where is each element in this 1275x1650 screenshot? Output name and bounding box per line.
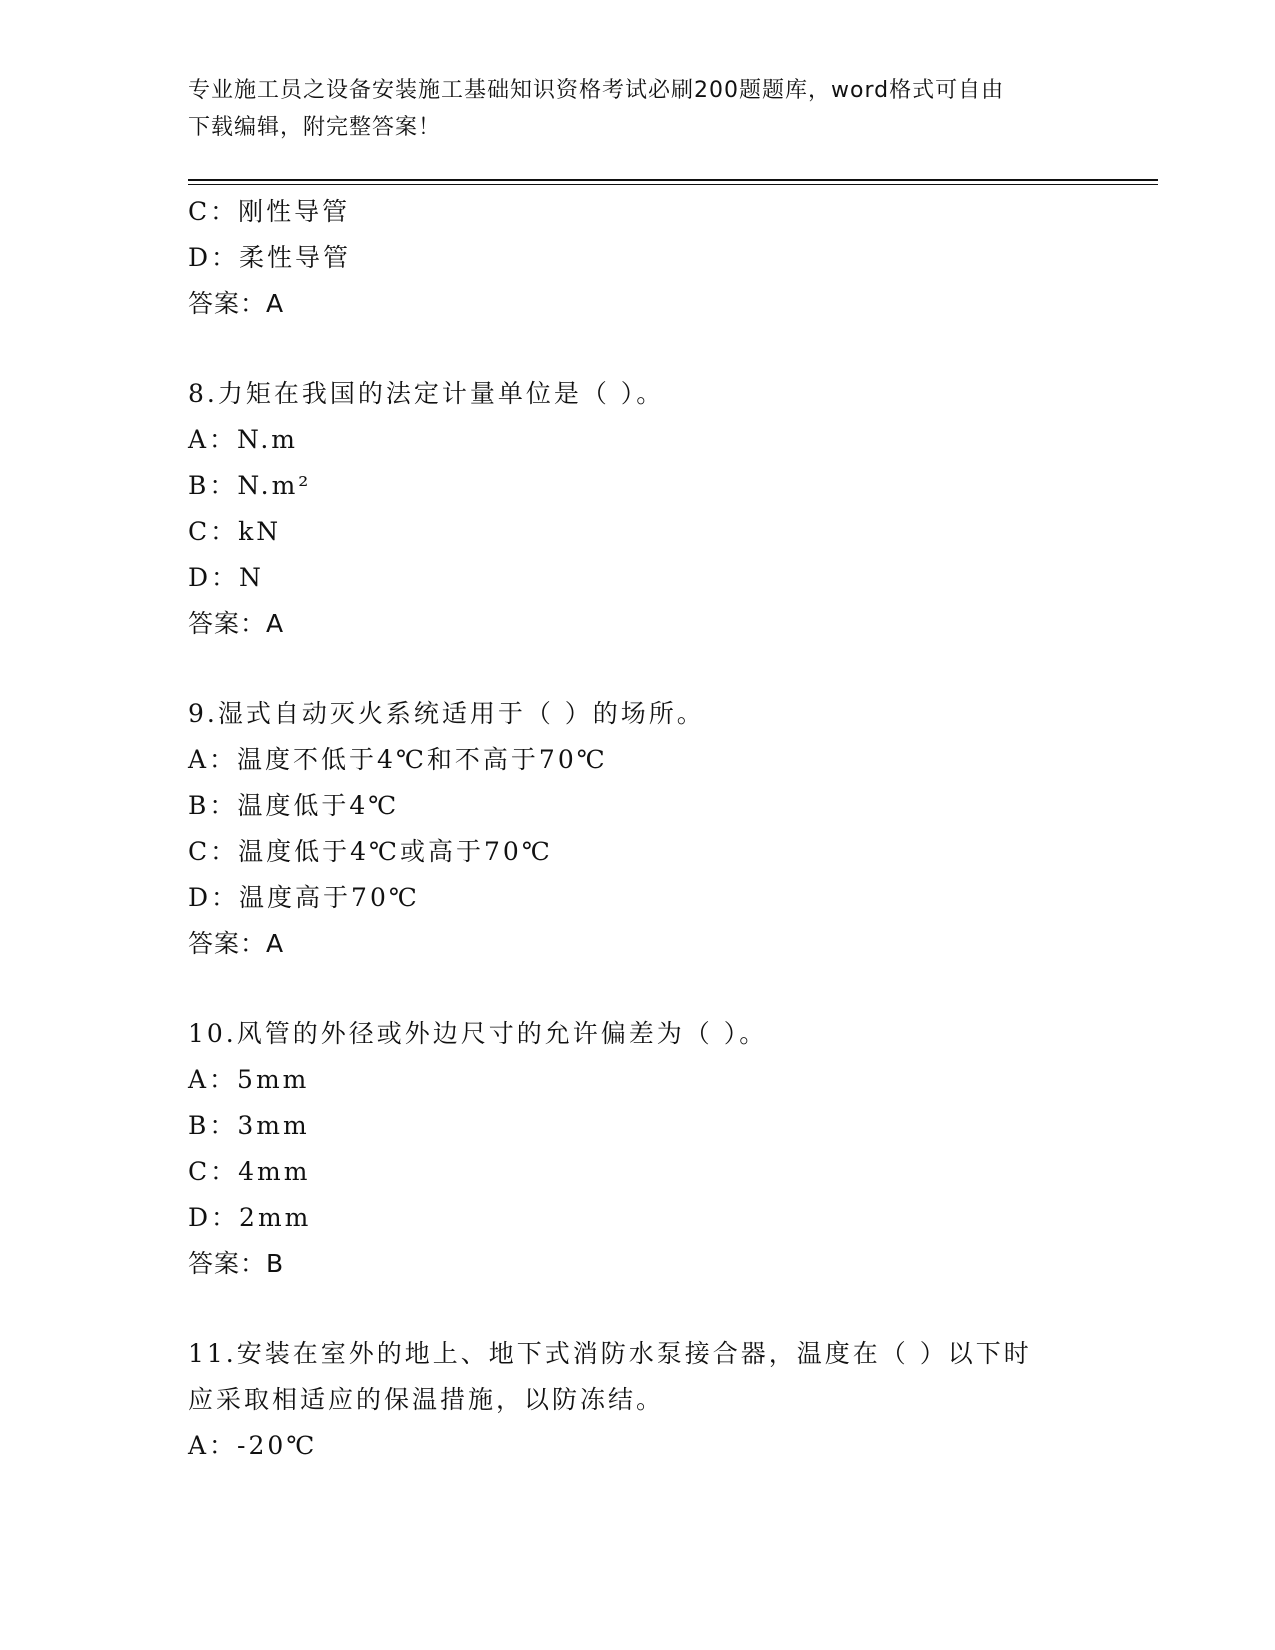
question-text — [188, 1331, 1068, 1423]
option-d: D：柔性导管 — [188, 243, 352, 272]
answer-label: 答案：A — [188, 929, 285, 958]
question-text: 9.湿式自动灭火系统适用于（ ）的场所。 — [188, 699, 705, 728]
option-b: B：温度低于4℃ — [188, 791, 400, 820]
option-c: C：4mm — [188, 1157, 311, 1186]
header-line-1: 专业施工员之设备安装施工基础知识资格考试必刷200题题库，word格式可自由 — [188, 78, 1005, 103]
answer-label: 答案：A — [188, 289, 285, 318]
answer-label: 答案：A — [188, 609, 285, 638]
question-8 — [188, 371, 1068, 647]
header-line-2: 下载编辑，附完整答案！ — [188, 115, 442, 140]
question-text-line-2: 应采取相适应的保温措施，以防冻结。 — [188, 1385, 665, 1414]
option-b: B：N.m² — [188, 471, 312, 500]
question-text-line-1: 11.安装在室外的地上、地下式消防水泵接合器，温度在（ ）以下时 — [188, 1339, 1032, 1368]
option-a: A：5mm — [188, 1065, 310, 1094]
option-c: C：刚性导管 — [188, 197, 351, 226]
option-a: A：温度不低于4℃和不高于70℃ — [188, 745, 608, 774]
option-d: D：2mm — [188, 1203, 312, 1232]
question-11 — [188, 1331, 1068, 1469]
option-a: A：-20℃ — [188, 1431, 318, 1460]
question-list — [188, 189, 1068, 1469]
option-c: C：温度低于4℃或高于70℃ — [188, 837, 553, 866]
header-divider-thin — [188, 184, 1158, 185]
answer-label: 答案：B — [188, 1249, 285, 1278]
option-c: C：kN — [188, 517, 282, 546]
question-9 — [188, 691, 1068, 967]
partial-question — [188, 189, 1068, 327]
option-a: A：N.m — [188, 425, 298, 454]
option-d: D：N — [188, 563, 264, 592]
option-b: B：3mm — [188, 1111, 310, 1140]
question-text: 10.风管的外径或外边尺寸的允许偏差为（ ）。 — [188, 1019, 768, 1048]
header-divider-thick — [188, 179, 1158, 181]
document-header — [188, 72, 1068, 146]
question-10 — [188, 1011, 1068, 1287]
option-d: D：温度高于70℃ — [188, 883, 420, 912]
question-text: 8.力矩在我国的法定计量单位是（ ）。 — [188, 379, 665, 408]
